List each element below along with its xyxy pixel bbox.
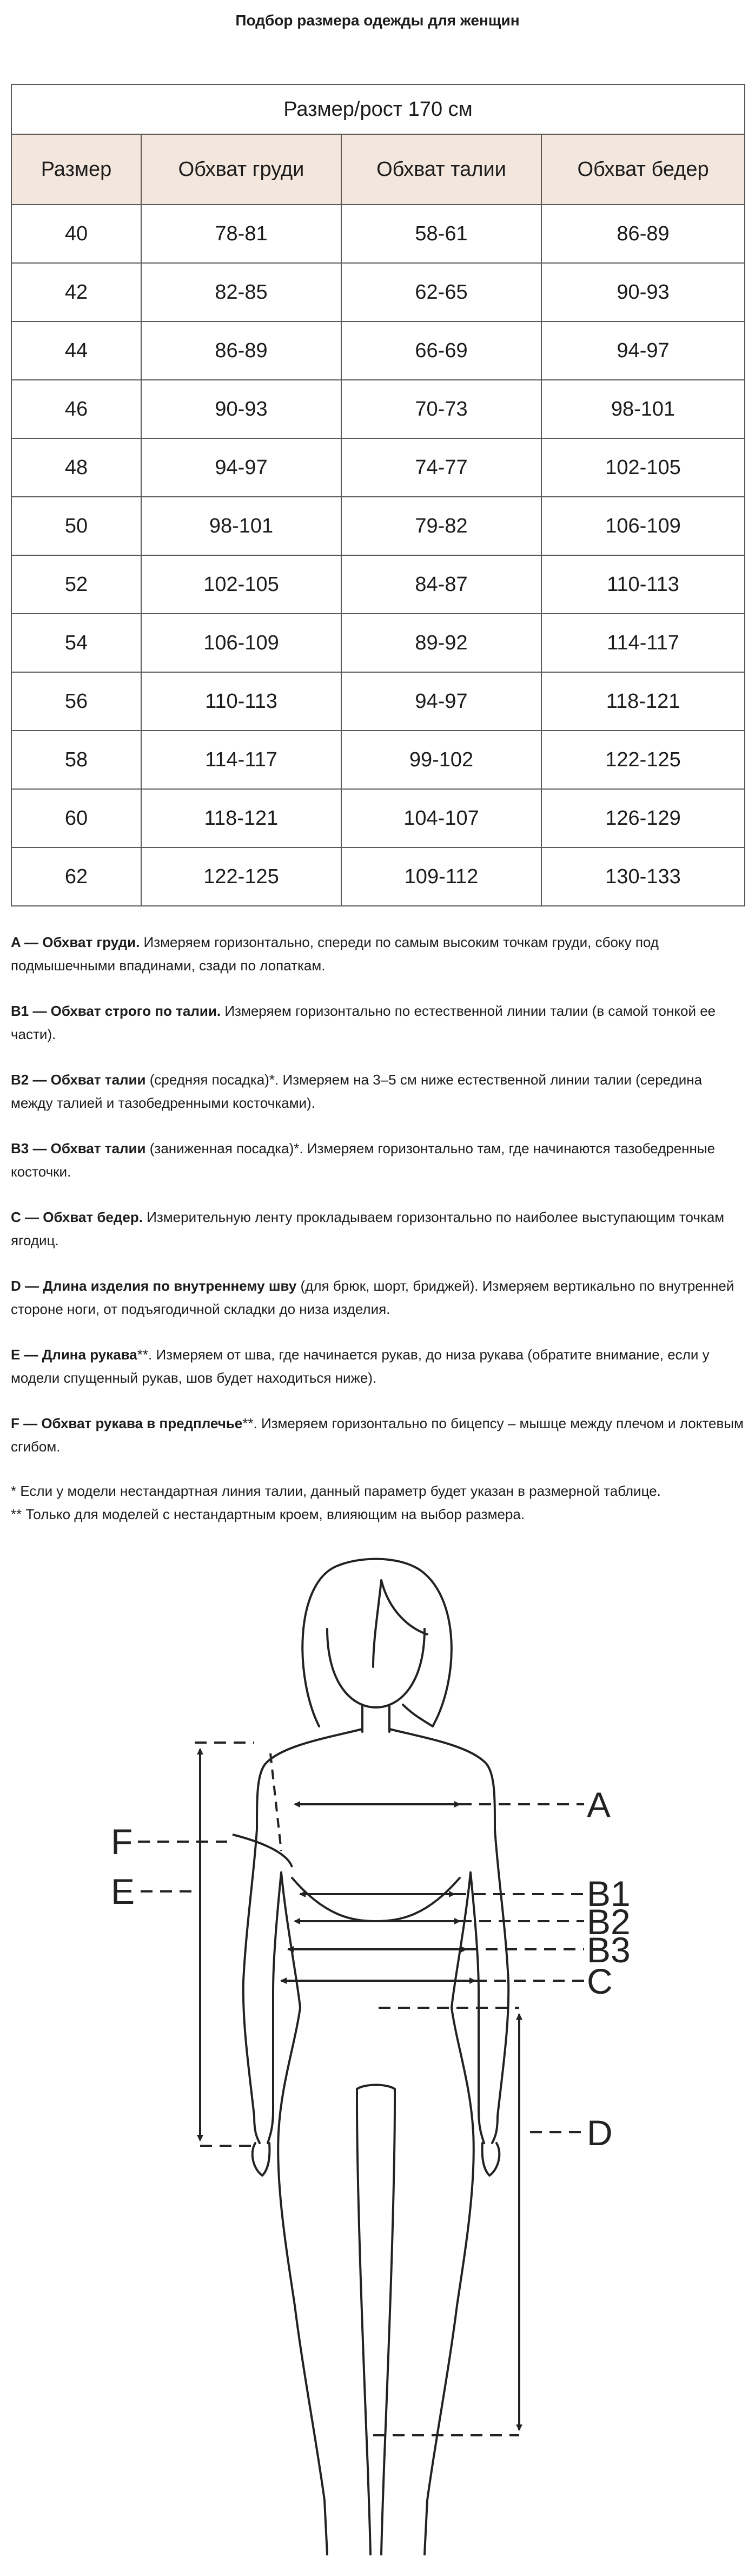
size-cell: 48 — [11, 438, 141, 497]
size-cell: 60 — [11, 789, 141, 847]
chest-cell: 90-93 — [141, 380, 341, 438]
table-header-row — [11, 134, 745, 205]
chest-cell: 118-121 — [141, 789, 341, 847]
measurement-labels — [111, 1785, 631, 2153]
table-row — [11, 555, 745, 614]
chest-cell: 82-85 — [141, 263, 341, 321]
note-term: D — Длина изделия по внутреннему шву — [11, 1278, 297, 1294]
waist-cell: 99-102 — [341, 731, 541, 789]
waist-cell: 109-112 — [341, 847, 541, 906]
hips-cell: 130-133 — [541, 847, 745, 906]
hips-cell: 86-89 — [541, 205, 745, 263]
chest-cell: 94-97 — [141, 438, 341, 497]
body-outline — [243, 1559, 508, 2554]
note-paragraph — [11, 1343, 744, 1390]
hips-cell: 110-113 — [541, 555, 745, 614]
hips-cell: 90-93 — [541, 263, 745, 321]
table-row — [11, 497, 745, 555]
waist-cell: 74-77 — [341, 438, 541, 497]
chest-cell: 98-101 — [141, 497, 341, 555]
waist-cell: 70-73 — [341, 380, 541, 438]
measurement-lines — [138, 1743, 584, 2435]
note-term: A — Обхват груди. — [11, 934, 140, 950]
note-text: **. Измеряем горизонтально по бицепсу – мышце между плечом и локтевым сгибом. — [11, 1415, 744, 1455]
hips-cell: 114-117 — [541, 614, 745, 672]
hips-cell: 102-105 — [541, 438, 745, 497]
note-text: (для брюк, шорт, бриджей). Измеряем вертикально по внутренней стороне ноги, от подъягодичной складки до низа изделия. — [11, 1278, 734, 1317]
chest-cell: 122-125 — [141, 847, 341, 906]
label-D: D — [587, 2113, 613, 2153]
chest-cell: 78-81 — [141, 205, 341, 263]
measurement-notes — [11, 931, 744, 1526]
note-term: B3 — Обхват талии — [11, 1140, 146, 1156]
note-paragraph — [11, 1000, 744, 1046]
note-paragraph — [11, 1274, 744, 1321]
size-table — [11, 84, 745, 906]
table-span-header-row — [11, 84, 745, 134]
waist-cell: 79-82 — [341, 497, 541, 555]
waist-cell: 62-65 — [341, 263, 541, 321]
waist-cell: 66-69 — [341, 321, 541, 380]
page-title: Подбор размера одежды для женщин — [235, 12, 520, 29]
chest-cell: 114-117 — [141, 731, 341, 789]
chest-cell: 110-113 — [141, 672, 341, 731]
table-row — [11, 205, 745, 263]
table-row — [11, 438, 745, 497]
size-cell: 50 — [11, 497, 141, 555]
hips-cell: 94-97 — [541, 321, 745, 380]
note-term: B2 — Обхват талии — [11, 1072, 146, 1088]
footnotes — [11, 1480, 744, 1526]
hips-cell: 106-109 — [541, 497, 745, 555]
note-text: (заниженная посадка)*. Измеряем горизонтально там, где начинаются тазобедренные косточки. — [11, 1140, 716, 1180]
table-row — [11, 672, 745, 731]
column-header-chest: Обхват груди — [141, 134, 341, 205]
size-cell: 42 — [11, 263, 141, 321]
table-row — [11, 731, 745, 789]
hips-cell: 122-125 — [541, 731, 745, 789]
note-paragraph — [11, 931, 744, 977]
table-row — [11, 263, 745, 321]
waist-cell: 94-97 — [341, 672, 541, 731]
column-header-size: Размер — [11, 134, 141, 205]
size-cell: 54 — [11, 614, 141, 672]
column-header-waist: Обхват талии — [341, 134, 541, 205]
note-paragraph — [11, 1068, 744, 1115]
note-paragraph — [11, 1137, 744, 1184]
label-F: F — [111, 1822, 133, 1862]
chest-cell: 106-109 — [141, 614, 341, 672]
size-cell: 46 — [11, 380, 141, 438]
hips-cell: 118-121 — [541, 672, 745, 731]
note-term: C — Обхват бедер. — [11, 1209, 143, 1225]
table-row — [11, 614, 745, 672]
chest-cell: 102-105 — [141, 555, 341, 614]
note-text: Измерительную ленту прокладываем горизонтально по наиболее выступающим точкам ягодиц. — [11, 1209, 725, 1248]
note-text: (средняя посадка)*. Измеряем на 3–5 см ниже естественной линии талии (середина между талией и тазобедренными косточками). — [11, 1072, 703, 1111]
measurement-figure — [0, 1548, 755, 2565]
label-B2: B2 — [587, 1902, 631, 1942]
size-cell: 58 — [11, 731, 141, 789]
chest-cell: 86-89 — [141, 321, 341, 380]
note-text: Измеряем горизонтально по естественной линии талии (в самой тонкой ее части). — [11, 1003, 716, 1042]
hips-cell: 126-129 — [541, 789, 745, 847]
label-A: A — [587, 1785, 611, 1825]
note-paragraph — [11, 1206, 744, 1252]
column-header-hips: Обхват бедер — [541, 134, 745, 205]
span-header-cell: Размер/рост 170 см — [11, 84, 745, 134]
waist-cell: 104-107 — [341, 789, 541, 847]
label-B1: B1 — [587, 1874, 631, 1914]
label-B3: B3 — [587, 1930, 631, 1970]
footnote: ** Только для моделей с нестандартным кроем, влияющим на выбор размера. — [11, 1506, 525, 1522]
size-cell: 40 — [11, 205, 141, 263]
waist-cell: 84-87 — [341, 555, 541, 614]
note-term: F — Обхват рукава в предплечье — [11, 1415, 243, 1431]
table-row — [11, 789, 745, 847]
size-cell: 52 — [11, 555, 141, 614]
note-text: Измеряем горизонтально, спереди по самым высоким точкам груди, сбоку под подмышечными впадинами, сзади по лопаткам. — [11, 934, 659, 974]
note-term: B1 — Обхват строго по талии. — [11, 1003, 221, 1019]
label-E: E — [111, 1871, 135, 1911]
body-diagram — [0, 1548, 755, 2565]
waist-cell: 89-92 — [341, 614, 541, 672]
table-row — [11, 321, 745, 380]
table-row — [11, 847, 745, 906]
note-text: **. Измеряем от шва, где начинается рукав, до низа рукава (обратите внимание, если у модели спущенный рукав, шов будет находиться ниже). — [11, 1346, 710, 1386]
note-paragraph — [11, 1412, 744, 1458]
note-term: E — Длина рукава — [11, 1346, 137, 1363]
hips-cell: 98-101 — [541, 380, 745, 438]
size-cell: 44 — [11, 321, 141, 380]
footnote: * Если у модели нестандартная линия талии, данный параметр будет указан в размерной таблице. — [11, 1483, 661, 1499]
size-cell: 56 — [11, 672, 141, 731]
size-cell: 62 — [11, 847, 141, 906]
table-row — [11, 380, 745, 438]
label-C: C — [587, 1961, 613, 2001]
waist-cell: 58-61 — [341, 205, 541, 263]
